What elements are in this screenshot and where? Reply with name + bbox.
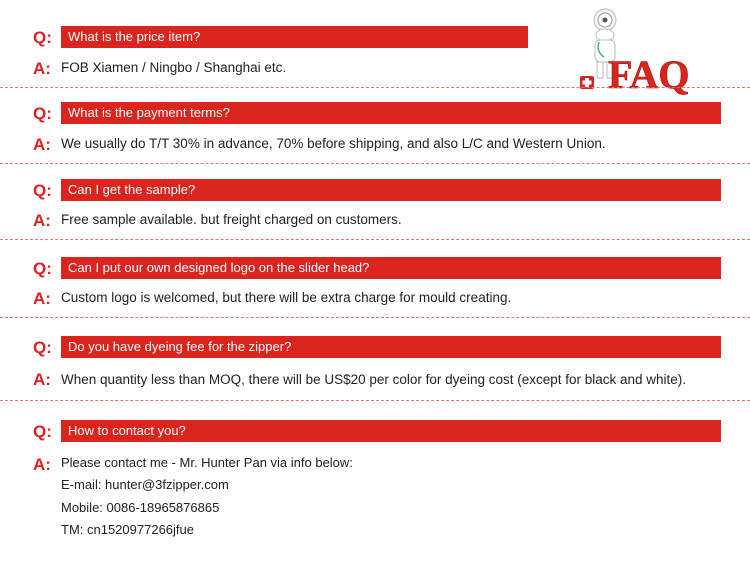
- question-bar-2: What is the payment terms?: [61, 102, 721, 124]
- question-marker: Q:: [33, 338, 52, 357]
- separator: [0, 163, 750, 164]
- question-bar-3: Can I get the sample?: [61, 179, 721, 201]
- contact-mobile: Mobile: 0086-18965876865: [61, 500, 220, 515]
- answer-2: We usually do T/T 30% in advance, 70% before shipping, and also L/C and Western Union.: [61, 136, 606, 151]
- faq-logo: [574, 2, 698, 96]
- answer-marker: A:: [33, 455, 51, 474]
- question-marker: Q:: [33, 259, 52, 278]
- answer-marker: A:: [33, 59, 51, 78]
- separator: [0, 87, 750, 88]
- answer-marker: A:: [33, 289, 51, 308]
- separator: [0, 400, 750, 401]
- answer-4: Custom logo is welcomed, but there will be extra charge for mould creating.: [61, 290, 512, 305]
- question-marker: Q:: [33, 28, 52, 47]
- answer-6: Please contact me - Mr. Hunter Pan via info below:: [61, 455, 353, 470]
- answer-1: FOB Xiamen / Ningbo / Shanghai etc.: [61, 60, 287, 75]
- separator: [0, 239, 750, 240]
- answer-5: When quantity less than MOQ, there will be US$20 per color for dyeing cost (except for black and white).: [61, 372, 687, 387]
- question-marker: Q:: [33, 104, 52, 123]
- separator: [0, 317, 750, 318]
- question-bar-6: How to contact you?: [61, 420, 721, 442]
- question-bar-5: Do you have dyeing fee for the zipper?: [61, 336, 721, 358]
- answer-marker: A:: [33, 211, 51, 230]
- answer-marker: A:: [33, 135, 51, 154]
- question-bar-1: What is the price item?: [61, 26, 528, 48]
- contact-email: E-mail: hunter@3fzipper.com: [61, 477, 229, 492]
- question-bar-4: Can I put our own designed logo on the slider head?: [61, 257, 721, 279]
- contact-tm: TM: cn1520977266jfue: [61, 522, 194, 537]
- faq-logo-text: FAQ: [608, 52, 690, 96]
- answer-marker: A:: [33, 370, 51, 389]
- answer-3: Free sample available. but freight charged on customers.: [61, 212, 402, 227]
- question-marker: Q:: [33, 422, 52, 441]
- question-marker: Q:: [33, 181, 52, 200]
